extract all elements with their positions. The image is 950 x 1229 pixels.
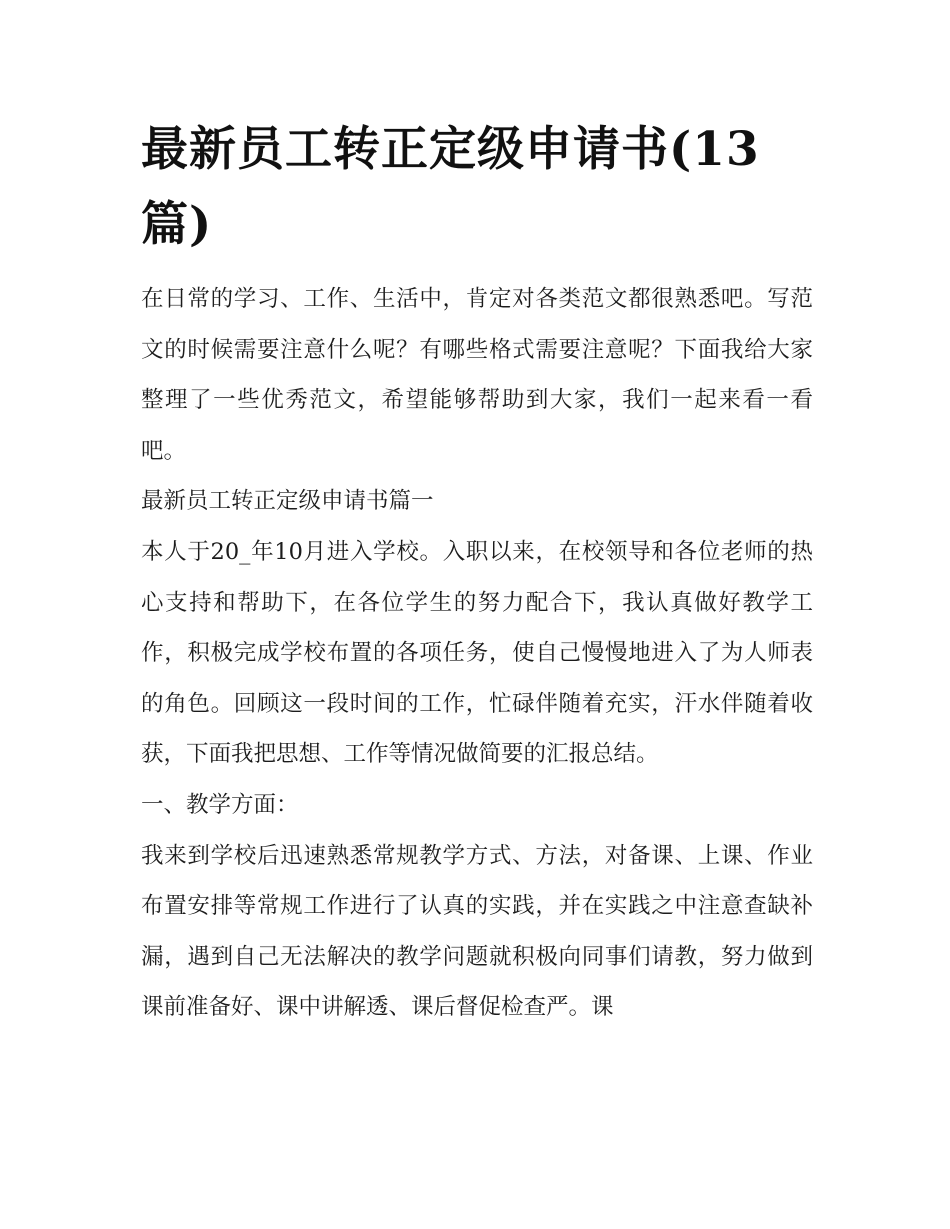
intro-paragraph: 在日常的学习、工作、生活中，肯定对各类范文都很熟悉吧。写范文的时候需要注意什么呢？有哪些格式需要注意呢？下面我给大家整理了一些优秀范文，希望能够帮助到大家，我们一起来看一看吧。 <box>141 286 813 464</box>
document-body <box>141 112 813 1033</box>
section-heading-part-one: 最新员工转正定级申请书篇一 <box>141 488 434 515</box>
document-title: 最新员工转正定级申请书(13篇) <box>141 122 760 252</box>
body-paragraph-teaching: 我来到学校后迅速熟悉常规教学方式、方法，对备课、上课、作业布置安排等常规工作进行了认真的实践，并在实践之中注意查缺补漏，遇到自己无法解决的教学问题就积极向同事们请教，努力做到课前准备好、课中讲解透、课后督促检查严。课 <box>141 842 813 1021</box>
body-paragraph: 本人于20_年10月进入学校。入职以来，在校领导和各位老师的热心支持和帮助下，在各位学生的努力配合下，我认真做好教学工作，积极完成学校布置的各项任务，使自己慢慢地进入了为人师表的角色。回顾这一段时间的工作，忙碌伴随着充实，汗水伴随着收获，下面我把思想、工作等情况做简要的汇报总结。 <box>141 538 813 768</box>
subsection-heading-teaching: 一、教学方面： <box>141 791 299 818</box>
